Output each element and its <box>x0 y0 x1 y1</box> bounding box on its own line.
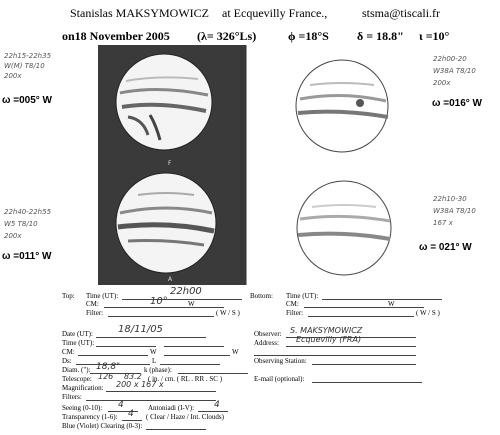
top-cm-w: W <box>188 300 195 308</box>
telescope-value: 126 <box>98 372 114 381</box>
bottom-cm-label: CM: <box>286 300 299 308</box>
tr-info2: 200x <box>433 79 451 87</box>
top-time-value: 22h00 <box>170 286 202 297</box>
bottom-filter-label: Filter: <box>286 309 304 317</box>
date-label: Date (UT): <box>62 330 93 338</box>
antoniadi-value: 4 <box>214 400 220 410</box>
diam-label: Diam. ("): <box>62 366 91 374</box>
tl-info2: 200x <box>4 72 22 80</box>
date-line <box>96 337 206 338</box>
k-phase-line <box>178 373 248 374</box>
time2-line-a <box>96 346 156 347</box>
seeing-label: Seeing (0-10): <box>62 404 103 412</box>
time2-line-b <box>164 346 224 347</box>
br-info2: 167 x <box>433 219 453 227</box>
tr-omega: ω =016° W <box>432 98 482 109</box>
address-label: Address: <box>254 339 279 347</box>
email-optional-line <box>312 382 422 383</box>
address-line-1 <box>286 346 416 347</box>
tr-time: 22h00-20 <box>433 55 467 63</box>
cm2-w-b: W <box>232 348 239 356</box>
bl-omega: ω =011° W <box>2 251 52 262</box>
telescope-value2: 83.2 <box>124 372 142 381</box>
header-location: at Ecquevilly France., <box>222 6 328 20</box>
header-ls: (λ= 326°Ls) <box>197 29 257 43</box>
top-cm-line <box>104 307 224 308</box>
top-filter-label: Filter: <box>86 309 104 317</box>
br-info1: W38A T8/10 <box>433 207 476 215</box>
ds-label: Ds: <box>62 357 72 365</box>
date-value: 18/11/05 <box>118 324 163 335</box>
observing-station-label: Observing Station: <box>254 357 307 365</box>
observer-value: S. MAKSYMOWICZ <box>290 326 363 335</box>
tl-omega: ω =005° W <box>2 95 52 106</box>
jupiter-disc-bottom-left <box>116 173 216 273</box>
observing-station-line <box>312 364 416 365</box>
header-delta: δ = 18.8" <box>357 29 404 43</box>
bl-info1: W5 T8/10 <box>4 220 38 228</box>
cm2-line-a <box>78 355 148 356</box>
br-time: 22h10-30 <box>433 195 467 203</box>
jupiter-disc-top-left <box>116 54 212 150</box>
telescope-units: ( in. / cm. ( RL . RR . SC ) <box>148 375 223 383</box>
jupiter-disc-top-right <box>296 60 388 152</box>
br-omega: ω = 021° W <box>419 242 472 253</box>
blue-clearing-label: Blue (Violet) Clearing (0-3): <box>62 422 143 430</box>
l-line <box>160 364 220 365</box>
observer-label: Observer: <box>254 330 282 338</box>
k-phase-label: k (phase): <box>144 366 172 374</box>
antoniadi-line <box>198 411 228 412</box>
jupiter-disc-bottom-right <box>297 181 391 275</box>
magnification-value: 200 x 167 x <box>116 380 164 389</box>
tr-info1: W38A T8/10 <box>433 67 476 75</box>
tl-info1: W(M) T8/10 <box>4 62 45 70</box>
cm2-line-b <box>164 355 230 356</box>
address-line-2 <box>254 355 416 356</box>
bottom-time-line <box>322 299 442 300</box>
top-filter-line <box>108 316 214 317</box>
top-cm-value: 10° <box>150 296 168 307</box>
seeing-value: 4 <box>118 400 124 410</box>
magnification-line <box>106 391 216 392</box>
diam-value: 18,8" <box>96 362 121 372</box>
tl-time: 22h15-22h35 <box>4 52 52 60</box>
transparency-value: 4 <box>128 409 134 419</box>
top-time-line <box>122 299 242 300</box>
top-ws: ( W / S ) <box>216 309 240 317</box>
filters-line <box>86 400 216 401</box>
bottom-cm-line <box>304 307 424 308</box>
bottom-label: Bottom: <box>250 292 273 300</box>
cm2-w-a: W <box>150 348 157 356</box>
marker-a: A <box>168 276 173 283</box>
bl-info2: 200x <box>4 232 22 240</box>
bottom-ws: ( W / S ) <box>416 309 440 317</box>
bl-time: 22h40-22h55 <box>4 208 52 216</box>
header-author: Stanislas MAKSYMOWICZ <box>70 6 210 20</box>
header-date: on18 November 2005 <box>62 29 170 43</box>
magnification-label: Magnification: <box>62 384 104 392</box>
transparency-options: ( Clear / Haze / Int. Clouds) <box>146 413 224 421</box>
telescope-label: Telescope: <box>62 375 92 383</box>
transparency-label: Transparency (1-6): <box>62 413 118 421</box>
top-time-label: Time (UT): <box>86 292 119 300</box>
bottom-time-label: Time (UT): <box>286 292 319 300</box>
email-optional-label: E-mail (optional): <box>254 375 305 383</box>
transparency-line <box>122 420 142 421</box>
l-label: L <box>152 357 157 365</box>
top-label: Top: <box>62 292 75 300</box>
marker-f: F <box>168 160 172 167</box>
time2-label: Time (UT): <box>62 339 95 347</box>
blue-clearing-line <box>146 429 206 430</box>
top-cm-label: CM: <box>86 300 99 308</box>
address-value: Ecquevilly (FRA) <box>296 335 362 344</box>
header-iota: ι =10° <box>419 29 450 43</box>
bottom-cm-w: W <box>388 300 395 308</box>
cm2-label: CM: <box>62 348 75 356</box>
filters-label: Filters: <box>62 393 82 401</box>
bottom-filter-line <box>308 316 414 317</box>
header-email: stsma@tiscali.fr <box>362 6 441 20</box>
header-phi: ϕ =18°S <box>288 29 329 43</box>
antoniadi-label: Antoniadi (I-V): <box>148 404 195 412</box>
